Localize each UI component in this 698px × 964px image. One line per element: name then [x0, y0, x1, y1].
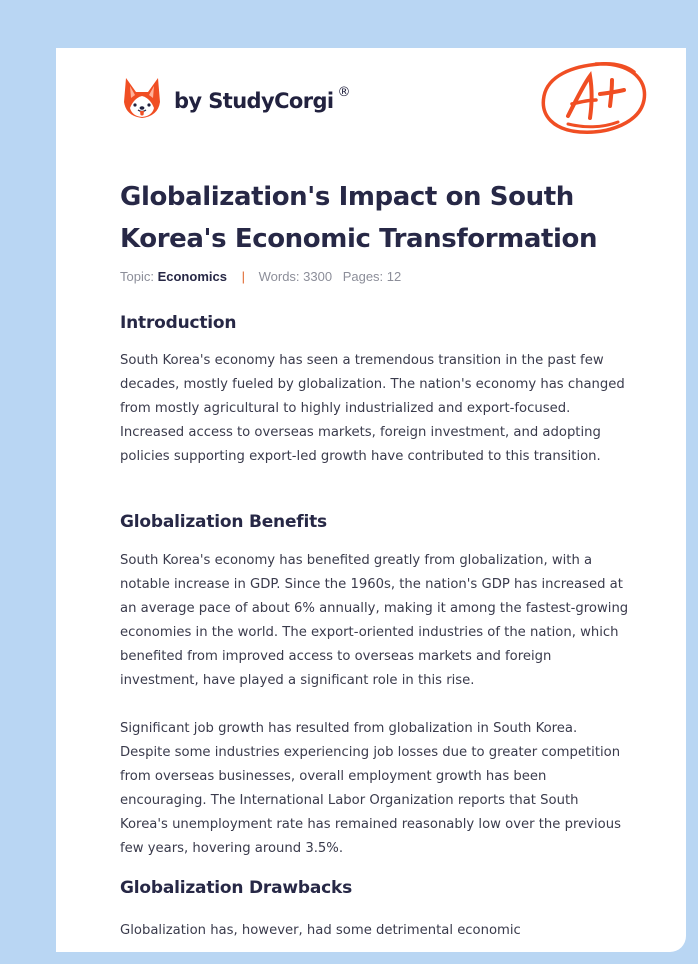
topic-link[interactable]: Economics [157, 269, 227, 284]
topic-label: Topic: [120, 269, 154, 284]
section-heading-benefits: Globalization Benefits [120, 512, 327, 532]
registered-mark: ® [337, 85, 350, 100]
word-count: Words: 3300 [258, 269, 333, 284]
section-heading-introduction: Introduction [120, 313, 237, 333]
brand-name: by StudyCorgi ® [174, 85, 350, 113]
document-title: Globalization's Impact on South Korea's Economic Transformation [120, 182, 598, 254]
paragraph: Significant job growth has resulted from globalization in South Korea. Despite some industries experiencing job losses due to greater competition from overseas businesses, overall employment growth has been encouraging. The International Labor Organization reports that South Korea's unemployment rate has remained reasonably low over the previous few years, hovering around 3.5%. [120, 721, 621, 856]
document-card [56, 48, 686, 952]
a-plus-grade-icon [538, 58, 650, 140]
paragraph: South Korea's economy has seen a tremendous transition in the past few decades, mostly fueled by globalization. The nation's economy has changed from mostly agricultural to highly industrialized and export-focused. Increased access to overseas markets, foreign investment, and adopting policies supporting export-led growth have contributed to this transition. [120, 353, 625, 464]
paragraph: South Korea's economy has benefited greatly from globalization, with a notable increase in GDP. Since the 1960s, the nation's GDP has increased at an average pace of about 6% annually, making it among the fastest-growing economies in the world. The export-oriented industries of the nation, which benefited from improved access to overseas markets and foreign investment, have played a significant role in this rise. [120, 553, 629, 688]
paragraph: Globalization has, however, had some detrimental economic [120, 923, 521, 938]
document-meta [120, 269, 401, 284]
meta-separator: | [241, 269, 245, 284]
section-heading-drawbacks: Globalization Drawbacks [120, 878, 352, 898]
corgi-logo-icon [122, 76, 162, 120]
page-count: Pages: 12 [342, 269, 402, 284]
studycorgi-logo[interactable] [122, 76, 350, 120]
